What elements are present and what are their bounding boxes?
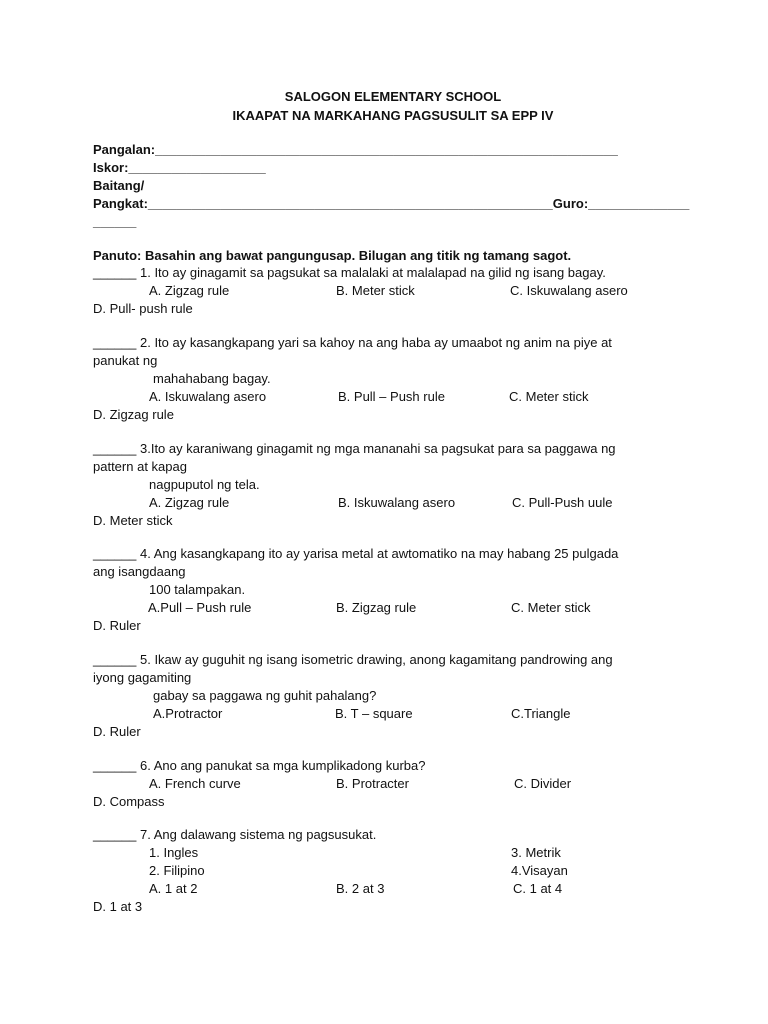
choice-b: B. Meter stick <box>336 283 415 298</box>
question-text-cont: gabay sa paggawa ng guhit pahalang? <box>153 688 377 703</box>
choice-c: C. Iskuwalang asero <box>510 283 628 298</box>
choice-d: D. Ruler <box>93 618 141 633</box>
choice-b: B. T – square <box>335 706 413 721</box>
choice-d: D. 1 at 3 <box>93 899 143 914</box>
choice-b: B. 2 at 3 <box>336 881 385 896</box>
section-field-continued: ______ <box>93 214 137 229</box>
question-text-cont: mahahabang bagay. <box>153 371 271 386</box>
choice-a: A. French curve <box>149 776 241 791</box>
choice-d: D. Ruler <box>93 724 141 739</box>
question-text: ______ 6. Ano ang panukat sa mga kumplikadong kurba? <box>93 758 426 773</box>
choice-a: A. 1 at 2 <box>149 881 198 896</box>
choice-a: A.Pull – Push rule <box>148 600 252 615</box>
question-text-cont: pattern at kapag <box>93 459 187 474</box>
exam-title: IKAAPAT NA MARKAHANG PAGSUSULIT SA EPP IV <box>232 108 554 123</box>
question-text: ______ 2. Ito ay kasangkapang yari sa kahoy na ang haba ay umaabot ng anim na piye at <box>93 335 612 350</box>
choice-a: A. Zigzag rule <box>149 495 230 510</box>
choice-b: B. Zigzag rule <box>336 600 417 615</box>
question-text: ______ 3.Ito ay karaniwang ginagamit ng mga mananahi sa pagsukat para sa paggawa ng <box>93 441 616 456</box>
name-field: Pangalan:________________________________________________________________ <box>93 142 618 157</box>
choice-c: C. Pull-Push uule <box>512 495 613 510</box>
question-text: ______ 5. Ikaw ay guguhit ng isang isometric drawing, anong kagamitang pandrowing ang <box>93 652 613 667</box>
choice-d: D. Meter stick <box>93 513 173 528</box>
question-text-cont: iyong gagamiting <box>93 670 192 685</box>
choice-d: D. Compass <box>93 794 165 809</box>
question-text: ______ 7. Ang dalawang sistema ng pagsusukat. <box>93 827 377 842</box>
choice-c: C.Triangle <box>511 706 571 721</box>
option-4: 4.Visayan <box>511 863 568 878</box>
choice-c: C. 1 at 4 <box>513 881 563 896</box>
choice-d: D. Pull- push rule <box>93 301 193 316</box>
school-name: SALOGON ELEMENTARY SCHOOL <box>284 89 502 104</box>
option-2: 2. Filipino <box>149 863 205 878</box>
choice-a: A. Iskuwalang asero <box>149 389 267 404</box>
choice-c: C. Divider <box>514 776 572 791</box>
question-text-cont: 100 talampakan. <box>149 582 246 597</box>
choice-c: C. Meter stick <box>509 389 589 404</box>
option-3: 3. Metrik <box>511 845 561 860</box>
choice-b: B. Pull – Push rule <box>338 389 445 404</box>
question-text: ______ 4. Ang kasangkapang ito ay yarisa metal at awtomatiko na may habang 25 pulgada <box>93 546 619 561</box>
instructions: Panuto: Basahin ang bawat pangungusap. Bilugan ang titik ng tamang sagot. <box>93 248 572 263</box>
choice-b: B. Protracter <box>336 776 409 791</box>
grade-field: Baitang/ <box>93 178 145 193</box>
section-teacher-field: Pangkat:________________________________________________________Guro:______________ <box>93 196 690 211</box>
question-text-cont: nagpuputol ng tela. <box>149 477 260 492</box>
choice-c: C. Meter stick <box>511 600 591 615</box>
choice-d: D. Zigzag rule <box>93 407 174 422</box>
choice-a: A.Protractor <box>153 706 223 721</box>
question-text-cont: panukat ng <box>93 353 158 368</box>
choice-a: A. Zigzag rule <box>149 283 230 298</box>
score-field: Iskor:___________________ <box>93 160 266 175</box>
option-1: 1. Ingles <box>149 845 199 860</box>
question-text-cont: ang isangdaang <box>93 564 186 579</box>
choice-b: B. Iskuwalang asero <box>338 495 456 510</box>
question-text: ______ 1. Ito ay ginagamit sa pagsukat sa malalaki at malalapad na gilid ng isang bagay. <box>93 265 606 280</box>
